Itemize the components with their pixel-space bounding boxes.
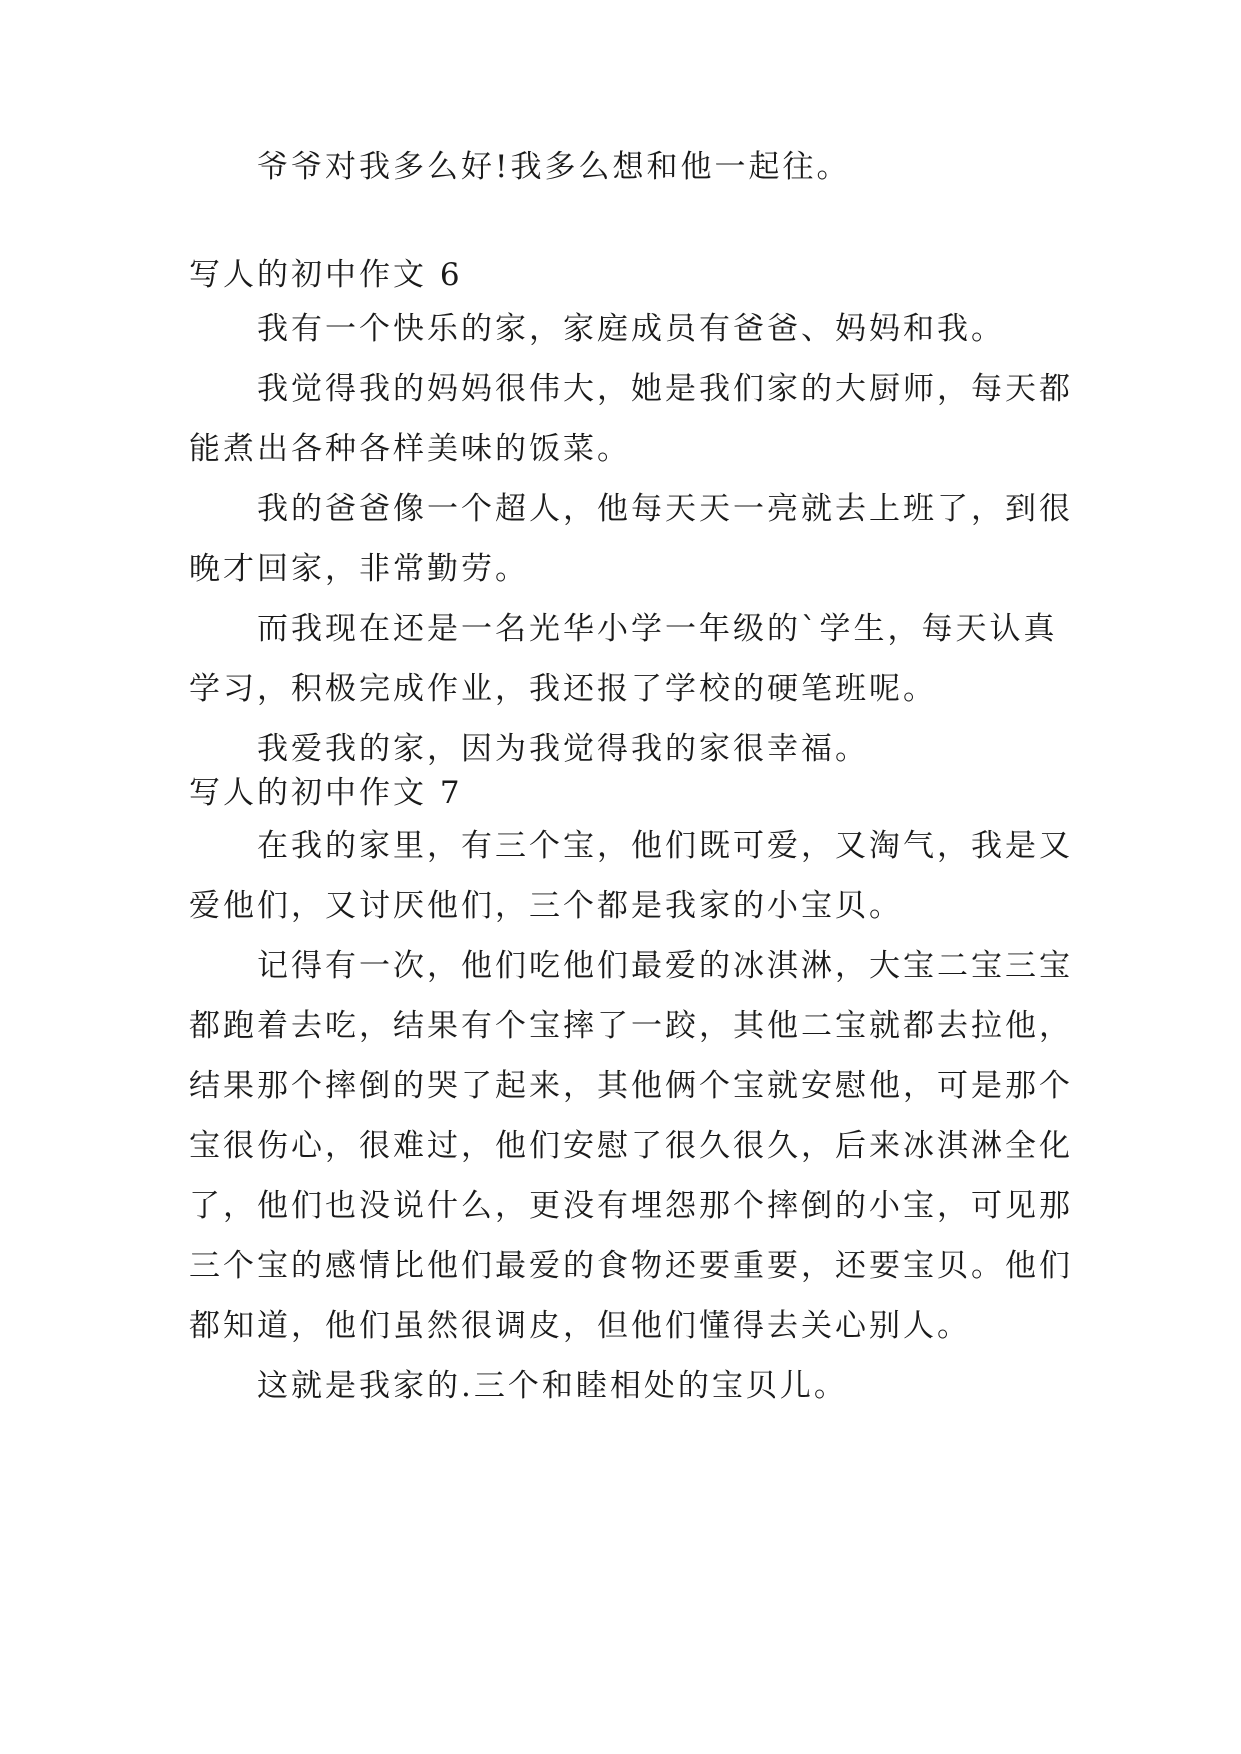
paragraph-line: 爷爷对我多么好!我多么想和他一起往。 (257, 149, 851, 185)
paragraph-line: 我爱我的家，因为我觉得我的家很幸福。 (257, 731, 869, 767)
paragraph-line: 结果那个摔倒的哭了起来，其他俩个宝就安慰他，可是那个 (189, 1068, 1073, 1104)
essay-6-title: 写人的初中作文 6 (189, 257, 463, 293)
paragraph-line: 我觉得我的妈妈很伟大，她是我们家的大厨师，每天都 (257, 371, 1073, 407)
paragraph-line: 能煮出各种各样美味的饭菜。 (189, 431, 631, 467)
essay-7-title: 写人的初中作文 7 (189, 775, 463, 811)
essay-7-body (189, 816, 1073, 1416)
paragraph-line: 而我现在还是一名光华小学一年级的`学生，每天认真 (257, 611, 1058, 647)
paragraph-line: 在我的家里，有三个宝，他们既可爱，又淘气，我是又 (257, 828, 1073, 864)
paragraph-line: 这就是我家的.三个和睦相处的宝贝儿。 (257, 1368, 848, 1404)
paragraph-line: 宝很伤心，很难过，他们安慰了很久很久，后来冰淇淋全化 (189, 1128, 1073, 1164)
essay-6-body (189, 299, 1073, 779)
paragraph-line: 三个宝的感情比他们最爱的食物还要重要，还要宝贝。他们 (189, 1248, 1073, 1284)
paragraph-line: 都跑着去吃，结果有个宝摔了一跤，其他二宝就都去拉他， (189, 1008, 1073, 1044)
paragraph-line: 晚才回家，非常勤劳。 (189, 551, 529, 587)
paragraph-line: 了，他们也没说什么，更没有埋怨那个摔倒的小宝，可见那 (189, 1188, 1073, 1224)
paragraph-line: 都知道，他们虽然很调皮，但他们懂得去关心别人。 (189, 1308, 971, 1344)
paragraph-line: 学习，积极完成作业，我还报了学校的硬笔班呢。 (189, 671, 937, 707)
paragraph-line: 记得有一次，他们吃他们最爱的冰淇淋，大宝二宝三宝 (257, 948, 1073, 984)
paragraph-line: 爱他们，又讨厌他们，三个都是我家的小宝贝。 (189, 888, 903, 924)
paragraph-line: 我有一个快乐的家，家庭成员有爸爸、妈妈和我。 (257, 311, 1005, 347)
paragraph-line: 我的爸爸像一个超人，他每天天一亮就去上班了，到很 (257, 491, 1073, 527)
top-paragraph (189, 137, 1069, 197)
